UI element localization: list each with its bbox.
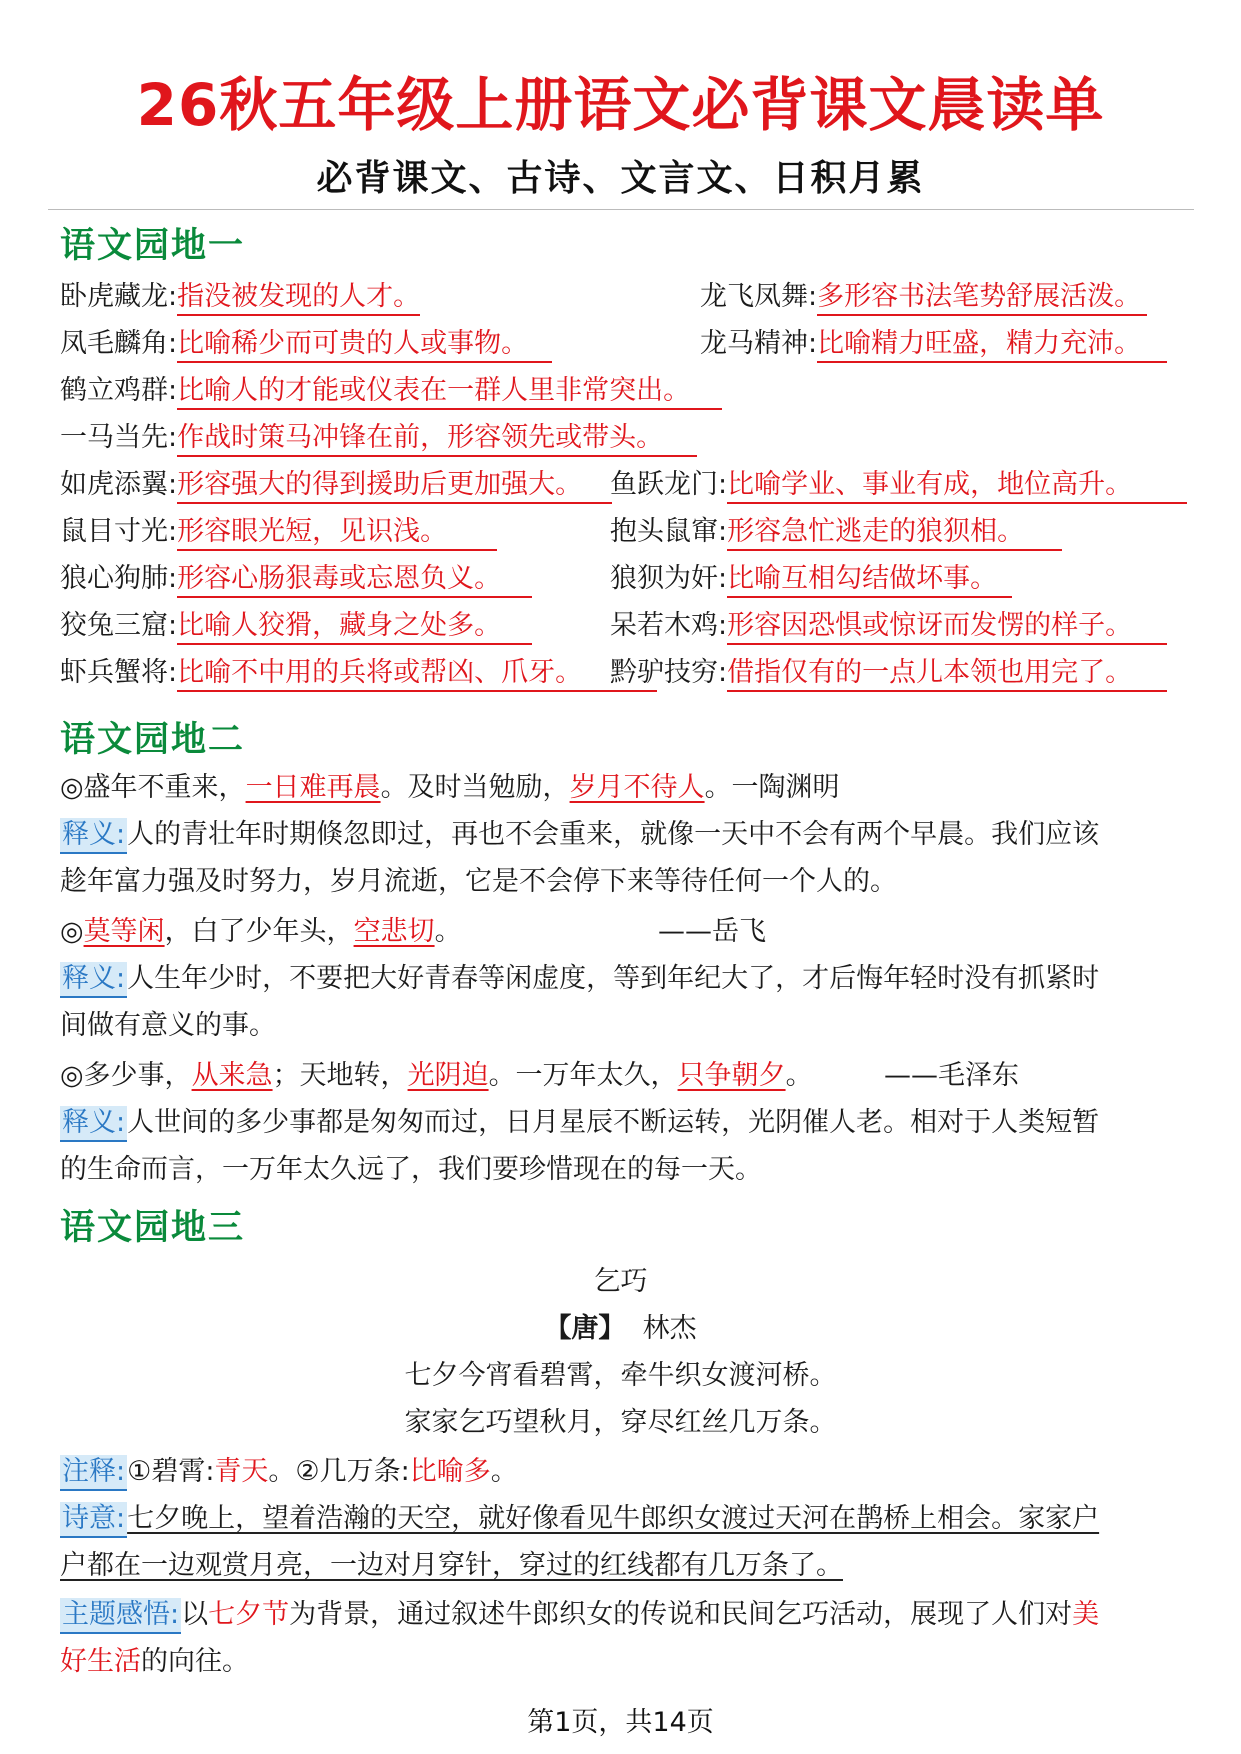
poem-meaning-cont: 户都在一边观赏月亮，一边对月穿针，穿过的红线都有几万条了。 bbox=[60, 1550, 843, 1581]
idiom-word: 龙马精神: bbox=[700, 328, 818, 359]
idiom-item bbox=[60, 374, 722, 410]
idiom-item bbox=[610, 656, 1167, 692]
quote-1: ◎盛年不重来，一日难再晨。及时当勉励，岁月不待人。一陶渊明 bbox=[60, 772, 840, 803]
idiom-item bbox=[60, 609, 532, 645]
poem-author: 林杰 bbox=[642, 1313, 697, 1344]
idiom-item bbox=[610, 562, 1012, 598]
poem-dynasty: 【唐】 bbox=[544, 1313, 626, 1344]
divider bbox=[48, 209, 1194, 210]
idiom-word: 呆若木鸡: bbox=[610, 610, 728, 641]
notes-tag: 注释: bbox=[60, 1455, 127, 1491]
idiom-word: 狡兔三窟: bbox=[60, 610, 178, 641]
idiom-word: 虾兵蟹将: bbox=[60, 657, 178, 688]
poem-title: 乞巧 bbox=[593, 1266, 648, 1297]
explanation-tag: 释义: bbox=[60, 818, 127, 854]
quote-3: ◎多少事，从来急；天地转，光阴迫。一万年太久，只争朝夕。 bbox=[60, 1060, 813, 1091]
idiom-item bbox=[700, 327, 1167, 363]
idiom-word: 鼠目寸光: bbox=[60, 516, 178, 547]
idiom-item bbox=[60, 421, 697, 457]
idiom-word: 抱头鼠窜: bbox=[610, 516, 728, 547]
idiom-meaning: 比喻人的才能或仪表在一群人里非常突出。 bbox=[177, 375, 722, 410]
idiom-word: 黔驴技穷: bbox=[610, 657, 728, 688]
poem-line-2: 家家乞巧望秋月，穿尽红丝几万条。 bbox=[404, 1407, 837, 1438]
idiom-item bbox=[60, 468, 612, 504]
quote-3-author: ——毛泽东 bbox=[884, 1060, 1019, 1091]
idiom-item bbox=[60, 515, 497, 551]
poem-byline bbox=[0, 1312, 1241, 1346]
idiom-word: 如虎添翼: bbox=[60, 469, 178, 500]
explanation-2-cont: 间做有意义的事。 bbox=[60, 1010, 276, 1041]
idiom-meaning: 比喻不中用的兵将或帮凶、爪牙。 bbox=[177, 657, 657, 692]
section-heading-3: 语文园地三 bbox=[60, 1207, 246, 1248]
quote-2-author: ——岳飞 bbox=[658, 916, 766, 947]
idiom-meaning: 比喻稀少而可贵的人或事物。 bbox=[177, 328, 552, 363]
idiom-word: 卧虎藏龙: bbox=[60, 281, 178, 312]
explanation-3-cont: 的生命而言，一万年太久远了，我们要珍惜现在的每一天。 bbox=[60, 1154, 762, 1185]
page-subtitle: 必背课文、古诗、文言文、日积月累 bbox=[316, 157, 925, 199]
explanation-2: 释义:人生年少时，不要把大好青春等闲虚度，等到年纪大了，才后悔年轻时没有抓紧时 bbox=[60, 962, 1099, 998]
idiom-word: 狼心狗肺: bbox=[60, 563, 178, 594]
idiom-word: 凤毛麟角: bbox=[60, 328, 178, 359]
idiom-word: 狼狈为奸: bbox=[610, 563, 728, 594]
idiom-item bbox=[610, 515, 1062, 551]
idiom-word: 龙飞凤舞: bbox=[700, 281, 818, 312]
explanation-tag: 释义: bbox=[60, 962, 127, 998]
idiom-meaning: 指没被发现的人才。 bbox=[177, 281, 420, 316]
idiom-item bbox=[60, 280, 420, 316]
idiom-item bbox=[700, 280, 1147, 316]
idiom-meaning: 多形容书法笔势舒展活泼。 bbox=[817, 281, 1147, 316]
idiom-meaning: 比喻精力旺盛，精力充沛。 bbox=[817, 328, 1167, 363]
idiom-word: 鹤立鸡群: bbox=[60, 375, 178, 406]
explanation-tag: 释义: bbox=[60, 1106, 127, 1142]
theme-tag: 主题感悟: bbox=[60, 1598, 181, 1634]
idiom-item bbox=[610, 609, 1167, 645]
idiom-item bbox=[60, 327, 552, 363]
section-heading-2: 语文园地二 bbox=[60, 719, 246, 760]
poem-notes: 注释:①碧霄:青天。②几万条:比喻多。 bbox=[60, 1455, 518, 1491]
explanation-3: 释义:人世间的多少事都是匆匆而过，日月星辰不断运转，光阴催人老。相对于人类短暂 bbox=[60, 1106, 1099, 1142]
poem-theme-cont: 好生活的向往。 bbox=[60, 1646, 249, 1677]
poem-theme: 主题感悟:以七夕节为背景，通过叙述牛郎织女的传说和民间乞巧活动，展现了人们对美 bbox=[60, 1598, 1099, 1634]
idiom-meaning: 比喻互相勾结做坏事。 bbox=[727, 563, 1012, 598]
idiom-meaning: 形容眼光短，见识浅。 bbox=[177, 516, 497, 551]
page-number: 第1页，共14页 bbox=[527, 1707, 714, 1738]
idiom-meaning: 形容心肠狠毒或忘恩负义。 bbox=[177, 563, 532, 598]
idiom-meaning: 作战时策马冲锋在前，形容领先或带头。 bbox=[177, 422, 697, 457]
idiom-meaning: 形容强大的得到援助后更加强大。 bbox=[177, 469, 612, 504]
idiom-item bbox=[610, 468, 1187, 504]
explanation-1: 释义:人的青壮年时期倏忽即过，再也不会重来，就像一天中不会有两个早晨。我们应该 bbox=[60, 818, 1099, 854]
idiom-meaning: 借指仅有的一点儿本领也用完了。 bbox=[727, 657, 1167, 692]
meaning-tag: 诗意: bbox=[60, 1502, 127, 1538]
poem-meaning: 诗意:七夕晚上，望着浩瀚的天空，就好像看见牛郎织女渡过天河在鹊桥上相会。家家户 bbox=[60, 1502, 1099, 1538]
idiom-word: 鱼跃龙门: bbox=[610, 469, 728, 500]
idiom-item bbox=[60, 656, 657, 692]
idiom-meaning: 比喻人狡猾，藏身之处多。 bbox=[177, 610, 532, 645]
idiom-meaning: 比喻学业、事业有成，地位高升。 bbox=[727, 469, 1187, 504]
idiom-meaning: 形容因恐惧或惊讶而发愣的样子。 bbox=[727, 610, 1167, 645]
page-title: 26秋五年级上册语文必背课文晨读单 bbox=[136, 71, 1105, 139]
quote-2: ◎莫等闲，白了少年头，空悲切。 bbox=[60, 916, 462, 947]
idiom-word: 一马当先: bbox=[60, 422, 178, 453]
section-heading-1: 语文园地一 bbox=[60, 225, 246, 266]
explanation-1-cont: 趁年富力强及时努力，岁月流逝，它是不会停下来等待任何一个人的。 bbox=[60, 866, 897, 897]
idiom-item bbox=[60, 562, 532, 598]
poem-line-1: 七夕今宵看碧霄，牵牛织女渡河桥。 bbox=[404, 1360, 837, 1391]
idiom-meaning: 形容急忙逃走的狼狈相。 bbox=[727, 516, 1062, 551]
